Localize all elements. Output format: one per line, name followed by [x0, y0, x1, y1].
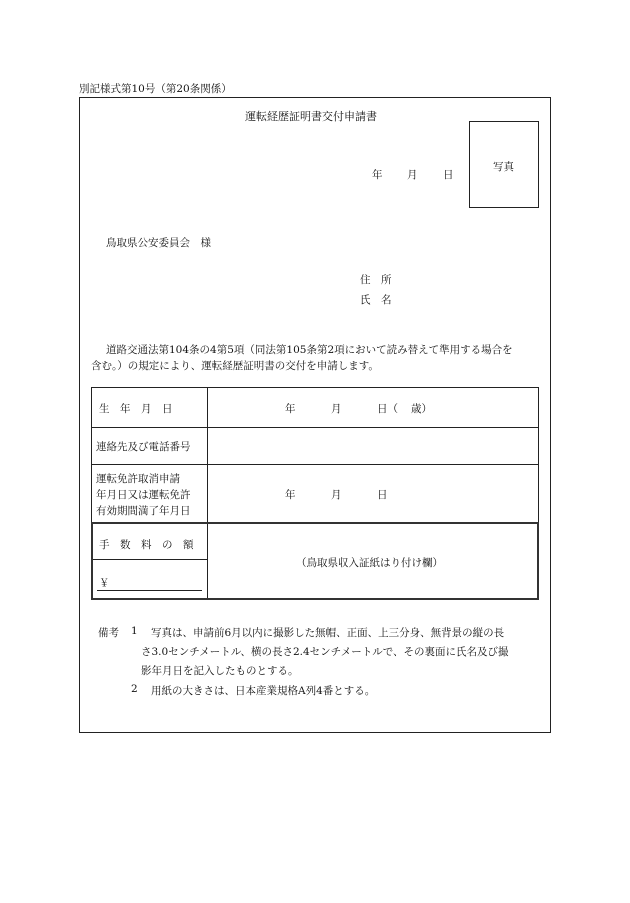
revocation-month: 月 — [331, 489, 342, 501]
note-2-line-1: 用紙の大きさは、日本産業規格A列4番とする。 — [151, 685, 376, 697]
contact-label: 連絡先及び電話番号 — [96, 441, 191, 453]
fee-label: 手 数 料 の 額 — [99, 539, 194, 551]
form-title: 運転経歴証明書交付申請書 — [245, 110, 377, 123]
form-number: 別記様式第10号（第20条関係） — [79, 83, 232, 95]
birth-label: 生 年 月 日 — [99, 403, 173, 415]
revocation-day: 日 — [377, 489, 388, 501]
note-1-line-1: 写真は、申請前6月以内に撮影した無帽、正面、上三分身、無背景の縦の長 — [151, 627, 505, 639]
birth-age: 歳） — [411, 403, 432, 415]
contact-field[interactable] — [215, 430, 533, 460]
yen-sign: ￥ — [99, 577, 110, 589]
revocation-year: 年 — [285, 489, 296, 501]
address-label: 住 所 — [360, 274, 392, 286]
birth-year: 年 — [285, 403, 296, 415]
note-1-number: 1 — [131, 625, 138, 637]
revocation-label-1: 運転免許取消申請 — [96, 473, 180, 485]
fee-amount-underline[interactable] — [97, 590, 202, 591]
date-month: 月 — [407, 169, 418, 181]
note-2-number: 2 — [131, 683, 138, 695]
revocation-label-2: 年月日又は運転免許 — [96, 489, 191, 501]
note-1-line-3: 影年月日を記入したものとする。 — [141, 665, 299, 677]
photo-label: 写真 — [493, 161, 514, 173]
remarks-heading: 備考 — [98, 627, 119, 639]
statement-line-2: 含む。）の規定により、運転経歴証明書の交付を申請します。 — [91, 360, 379, 372]
birth-month: 月 — [331, 403, 342, 415]
birth-day: 日（ — [377, 403, 398, 415]
date-day: 日 — [443, 169, 454, 181]
addressee: 鳥取県公安委員会 様 — [106, 237, 211, 249]
revocation-label-3: 有効期間満了年月日 — [96, 505, 191, 517]
statement-line-1: 道路交通法第104条の4第5項（同法第105条第2項において読み替えて準用する場合を — [106, 344, 513, 356]
stamp-area-label: （鳥取県収入証紙はり付け欄） — [296, 557, 443, 569]
name-label: 氏 名 — [360, 294, 392, 306]
date-year: 年 — [372, 169, 383, 181]
note-1-line-2: さ3.0センチメートル、横の長さ2.4センチメートルで、その裏面に氏名及び撮 — [141, 646, 509, 658]
